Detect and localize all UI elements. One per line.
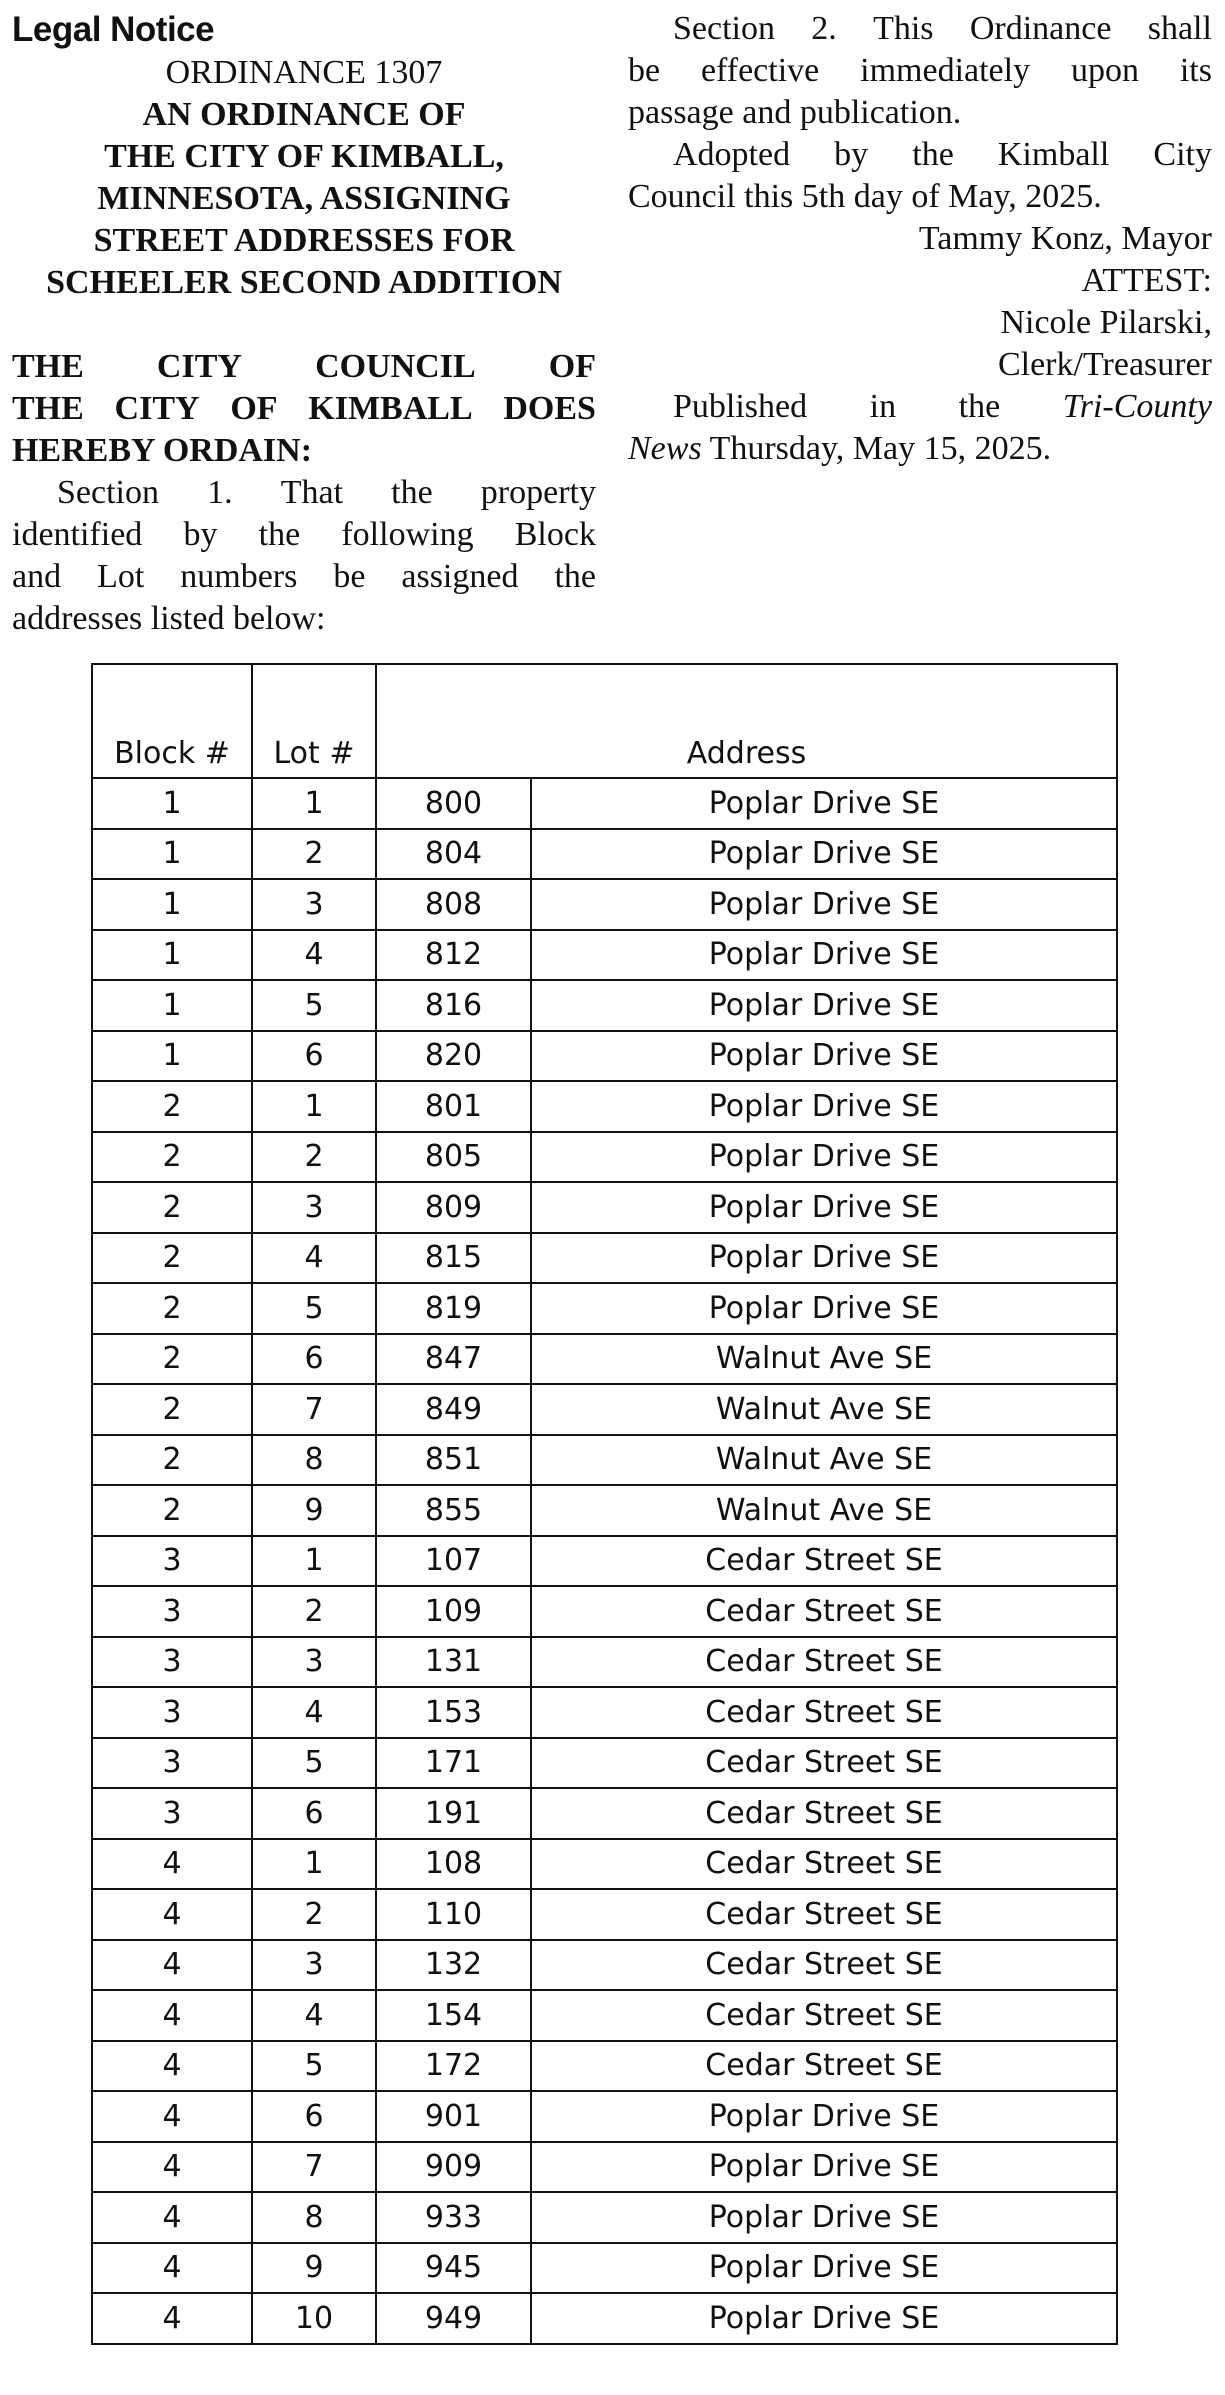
street-name-cell: Cedar Street SE	[531, 1536, 1117, 1587]
house-number-cell: 847	[376, 1334, 531, 1385]
street-name-cell: Poplar Drive SE	[531, 1081, 1117, 1132]
block-cell: 1	[92, 930, 252, 981]
block-cell: 1	[92, 778, 252, 829]
street-name-cell: Poplar Drive SE	[531, 829, 1117, 880]
table-row	[92, 778, 1117, 829]
house-number-cell: 851	[376, 1435, 531, 1486]
section-2	[628, 8, 1212, 134]
table-row	[92, 1687, 1117, 1738]
lot-cell: 2	[252, 1132, 376, 1183]
table-body	[92, 778, 1117, 2344]
table-row	[92, 1940, 1117, 1991]
house-number-cell: 849	[376, 1384, 531, 1435]
section-2-line-1: Section 2. This Ordinance shall	[673, 10, 1212, 47]
house-number-cell: 172	[376, 2041, 531, 2092]
street-name-cell: Walnut Ave SE	[531, 1384, 1117, 1435]
address-table	[91, 663, 1118, 2345]
house-number-cell: 820	[376, 1031, 531, 1082]
legal-notice-label: Legal Notice	[12, 10, 215, 49]
table-row	[92, 1889, 1117, 1940]
lot-cell: 5	[252, 1738, 376, 1789]
lot-cell: 9	[252, 2243, 376, 2294]
header-block: Block #	[92, 664, 252, 778]
table-row	[92, 1586, 1117, 1637]
table-row	[92, 1334, 1117, 1385]
house-number-cell: 933	[376, 2192, 531, 2243]
block-cell: 1	[92, 980, 252, 1031]
block-cell: 2	[92, 1233, 252, 1284]
house-number-cell: 809	[376, 1182, 531, 1233]
table-row	[92, 2041, 1117, 2092]
house-number-cell: 109	[376, 1586, 531, 1637]
house-number-cell: 191	[376, 1788, 531, 1839]
left-column	[12, 8, 596, 640]
table-row	[92, 1435, 1117, 1486]
block-cell: 3	[92, 1536, 252, 1587]
house-number-cell: 805	[376, 1132, 531, 1183]
adopted-line-2: Council this 5th day of May, 2025.	[628, 178, 1102, 215]
table-row	[92, 1233, 1117, 1284]
table-row	[92, 879, 1117, 930]
ordinance-title	[12, 94, 596, 304]
house-number-cell: 949	[376, 2293, 531, 2344]
house-number-cell: 909	[376, 2142, 531, 2193]
table-row	[92, 980, 1117, 1031]
block-cell: 2	[92, 1334, 252, 1385]
lot-cell: 4	[252, 1233, 376, 1284]
lot-cell: 6	[252, 2091, 376, 2142]
header-address: Address	[376, 664, 1117, 778]
lot-cell: 2	[252, 1889, 376, 1940]
publication-name-part2: News	[628, 430, 702, 467]
table-row	[92, 1738, 1117, 1789]
block-cell: 2	[92, 1384, 252, 1435]
block-cell: 2	[92, 1132, 252, 1183]
lot-cell: 5	[252, 980, 376, 1031]
table-row	[92, 2243, 1117, 2294]
council-line-1: THE CITY COUNCIL OF	[12, 348, 596, 385]
block-cell: 3	[92, 1687, 252, 1738]
right-column	[628, 8, 1212, 470]
table-row	[92, 1839, 1117, 1890]
lot-cell: 1	[252, 778, 376, 829]
table-row	[92, 2091, 1117, 2142]
header-lot: Lot #	[252, 664, 376, 778]
block-cell: 3	[92, 1738, 252, 1789]
block-cell: 2	[92, 1435, 252, 1486]
street-name-cell: Walnut Ave SE	[531, 1435, 1117, 1486]
publication-statement	[628, 386, 1212, 470]
lot-cell: 7	[252, 2142, 376, 2193]
block-cell: 3	[92, 1788, 252, 1839]
block-cell: 4	[92, 1889, 252, 1940]
address-table-container	[91, 663, 1118, 2345]
street-name-cell: Poplar Drive SE	[531, 2091, 1117, 2142]
ordinance-title-line: THE CITY OF KIMBALL,	[104, 138, 504, 175]
street-name-cell: Poplar Drive SE	[531, 1132, 1117, 1183]
street-name-cell: Cedar Street SE	[531, 1687, 1117, 1738]
block-cell: 4	[92, 1839, 252, 1890]
publication-line-1: Published in the Tri-County	[628, 386, 1212, 428]
adopted-line-1: Adopted by the Kimball City	[673, 136, 1212, 173]
lot-cell: 3	[252, 1940, 376, 1991]
lot-cell: 10	[252, 2293, 376, 2344]
lot-cell: 6	[252, 1334, 376, 1385]
block-cell: 2	[92, 1283, 252, 1334]
house-number-cell: 816	[376, 980, 531, 1031]
street-name-cell: Cedar Street SE	[531, 2041, 1117, 2092]
block-cell: 2	[92, 1485, 252, 1536]
block-cell: 4	[92, 2091, 252, 2142]
adopted-statement	[628, 134, 1212, 218]
ordinance-title-line: MINNESOTA, ASSIGNING	[97, 180, 511, 217]
street-name-cell: Cedar Street SE	[531, 1839, 1117, 1890]
block-cell: 4	[92, 2041, 252, 2092]
table-header-row	[92, 664, 1117, 778]
house-number-cell: 131	[376, 1637, 531, 1688]
table-row	[92, 2142, 1117, 2193]
house-number-cell: 808	[376, 879, 531, 930]
lot-cell: 7	[252, 1384, 376, 1435]
table-row	[92, 2293, 1117, 2344]
street-name-cell: Poplar Drive SE	[531, 930, 1117, 981]
publication-line-2	[628, 428, 1212, 470]
street-name-cell: Cedar Street SE	[531, 1889, 1117, 1940]
clerk-title: Clerk/Treasurer	[997, 346, 1212, 383]
street-name-cell: Cedar Street SE	[531, 1788, 1117, 1839]
council-heading	[12, 346, 596, 472]
table-row	[92, 1788, 1117, 1839]
street-name-cell: Cedar Street SE	[531, 1738, 1117, 1789]
table-row	[92, 930, 1117, 981]
section-1-line-3: and Lot numbers be assigned the	[12, 558, 596, 595]
street-name-cell: Poplar Drive SE	[531, 2192, 1117, 2243]
lot-cell: 1	[252, 1839, 376, 1890]
ordinance-title-line: STREET ADDRESSES FOR	[93, 222, 515, 259]
block-cell: 1	[92, 829, 252, 880]
section-1-line-1: Section 1. That the property	[57, 474, 596, 511]
block-cell: 2	[92, 1182, 252, 1233]
block-cell: 4	[92, 1940, 252, 1991]
lot-cell: 8	[252, 2192, 376, 2243]
block-cell: 1	[92, 879, 252, 930]
lot-cell: 4	[252, 1990, 376, 2041]
street-name-cell: Walnut Ave SE	[531, 1334, 1117, 1385]
council-line-2: THE CITY OF KIMBALL DOES	[12, 390, 596, 427]
street-name-cell: Cedar Street SE	[531, 1990, 1117, 2041]
publication-date: Thursday, May 15, 2025.	[701, 430, 1052, 467]
house-number-cell: 855	[376, 1485, 531, 1536]
table-row	[92, 1485, 1117, 1536]
street-name-cell: Poplar Drive SE	[531, 2293, 1117, 2344]
lot-cell: 5	[252, 2041, 376, 2092]
council-line-3: HEREBY ORDAIN:	[12, 432, 313, 469]
lot-cell: 3	[252, 1182, 376, 1233]
table-row	[92, 1637, 1117, 1688]
lot-cell: 5	[252, 1283, 376, 1334]
table-row	[92, 1182, 1117, 1233]
lot-cell: 3	[252, 879, 376, 930]
lot-cell: 3	[252, 1637, 376, 1688]
street-name-cell: Poplar Drive SE	[531, 778, 1117, 829]
street-name-cell: Cedar Street SE	[531, 1586, 1117, 1637]
street-name-cell: Poplar Drive SE	[531, 879, 1117, 930]
lot-cell: 2	[252, 829, 376, 880]
street-name-cell: Cedar Street SE	[531, 1637, 1117, 1688]
house-number-cell: 154	[376, 1990, 531, 2041]
block-cell: 1	[92, 1031, 252, 1082]
table-row	[92, 1283, 1117, 1334]
street-name-cell: Cedar Street SE	[531, 1940, 1117, 1991]
table-row	[92, 1081, 1117, 1132]
house-number-cell: 171	[376, 1738, 531, 1789]
ordinance-title-line: AN ORDINANCE OF	[142, 96, 466, 133]
clerk-name: Nicole Pilarski,	[1000, 304, 1212, 341]
block-cell: 4	[92, 2243, 252, 2294]
section-1-line-4: addresses listed below:	[12, 600, 326, 637]
house-number-cell: 107	[376, 1536, 531, 1587]
street-name-cell: Poplar Drive SE	[531, 1233, 1117, 1284]
block-cell: 4	[92, 2142, 252, 2193]
street-name-cell: Poplar Drive SE	[531, 1283, 1117, 1334]
house-number-cell: 901	[376, 2091, 531, 2142]
table-row	[92, 1990, 1117, 2041]
lot-cell: 4	[252, 1687, 376, 1738]
house-number-cell: 132	[376, 1940, 531, 1991]
mayor-signature: Tammy Konz, Mayor	[918, 220, 1212, 257]
house-number-cell: 815	[376, 1233, 531, 1284]
street-name-cell: Poplar Drive SE	[531, 1182, 1117, 1233]
block-cell: 3	[92, 1637, 252, 1688]
section-1-line-2: identified by the following Block	[12, 516, 596, 553]
table-row	[92, 1384, 1117, 1435]
street-name-cell: Poplar Drive SE	[531, 1031, 1117, 1082]
house-number-cell: 110	[376, 1889, 531, 1940]
lot-cell: 9	[252, 1485, 376, 1536]
lot-cell: 6	[252, 1788, 376, 1839]
house-number-cell: 819	[376, 1283, 531, 1334]
street-name-cell: Poplar Drive SE	[531, 2243, 1117, 2294]
block-cell: 3	[92, 1586, 252, 1637]
section-1	[12, 472, 596, 640]
attest-label: ATTEST:	[1081, 262, 1212, 299]
lot-cell: 4	[252, 930, 376, 981]
ordinance-number: ORDINANCE 1307	[165, 54, 443, 91]
house-number-cell: 945	[376, 2243, 531, 2294]
house-number-cell: 153	[376, 1687, 531, 1738]
table-row	[92, 2192, 1117, 2243]
table-row	[92, 1132, 1117, 1183]
house-number-cell: 108	[376, 1839, 531, 1890]
table-row	[92, 1031, 1117, 1082]
block-cell: 4	[92, 2192, 252, 2243]
house-number-cell: 801	[376, 1081, 531, 1132]
house-number-cell: 812	[376, 930, 531, 981]
lot-cell: 6	[252, 1031, 376, 1082]
lot-cell: 2	[252, 1586, 376, 1637]
block-cell: 2	[92, 1081, 252, 1132]
house-number-cell: 800	[376, 778, 531, 829]
lot-cell: 1	[252, 1536, 376, 1587]
street-name-cell: Poplar Drive SE	[531, 2142, 1117, 2193]
table-row	[92, 1536, 1117, 1587]
house-number-cell: 804	[376, 829, 531, 880]
section-2-line-2: be effective immediately upon its	[628, 52, 1212, 89]
section-2-line-3: passage and publication.	[628, 94, 962, 131]
street-name-cell: Poplar Drive SE	[531, 980, 1117, 1031]
block-cell: 4	[92, 2293, 252, 2344]
block-cell: 4	[92, 1990, 252, 2041]
lot-cell: 8	[252, 1435, 376, 1486]
publication-name-part1: Tri-County	[1062, 388, 1212, 425]
ordinance-title-line: SCHEELER SECOND ADDITION	[46, 264, 562, 301]
street-name-cell: Walnut Ave SE	[531, 1485, 1117, 1536]
table-row	[92, 829, 1117, 880]
lot-cell: 1	[252, 1081, 376, 1132]
